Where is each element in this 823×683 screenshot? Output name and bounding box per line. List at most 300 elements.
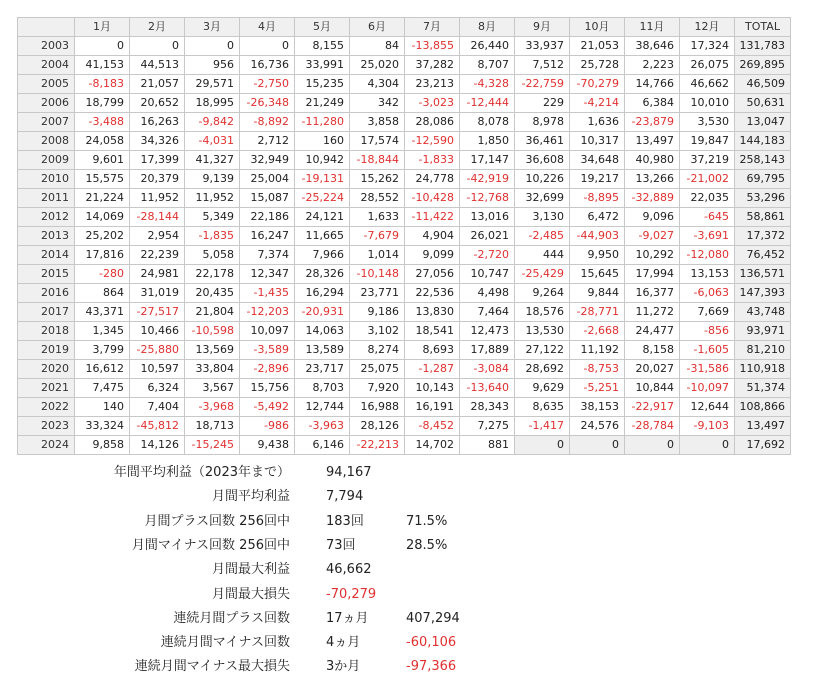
value-cell: 25,075 xyxy=(350,360,405,379)
summary-value: 3か月 xyxy=(326,659,361,675)
value-cell: 1,014 xyxy=(350,246,405,265)
summary-row xyxy=(0,608,823,630)
value-cell: 28,552 xyxy=(350,189,405,208)
value-cell: -3,589 xyxy=(240,341,295,360)
value-cell: 20,379 xyxy=(130,170,185,189)
value-cell: 19,217 xyxy=(570,170,625,189)
value-cell: -6,063 xyxy=(680,284,735,303)
year-cell: 2007 xyxy=(18,113,75,132)
value-cell: 28,343 xyxy=(460,398,515,417)
value-cell: -8,183 xyxy=(75,75,130,94)
value-cell: 13,497 xyxy=(625,132,680,151)
summary-row xyxy=(0,632,823,654)
value-cell: 16,612 xyxy=(75,360,130,379)
table-row xyxy=(18,303,791,322)
value-cell: -2,896 xyxy=(240,360,295,379)
total-cell: 46,509 xyxy=(735,75,791,94)
summary-value: 94,167 xyxy=(326,465,372,480)
value-cell: 25,202 xyxy=(75,227,130,246)
summary-row xyxy=(0,535,823,557)
value-cell: -10,598 xyxy=(185,322,240,341)
value-cell: -1,835 xyxy=(185,227,240,246)
value-cell: 8,158 xyxy=(625,341,680,360)
value-cell: 15,262 xyxy=(350,170,405,189)
value-cell: -1,833 xyxy=(405,151,460,170)
value-cell: 28,086 xyxy=(405,113,460,132)
value-cell: -10,148 xyxy=(350,265,405,284)
value-cell: 6,146 xyxy=(295,436,350,455)
value-cell: -9,842 xyxy=(185,113,240,132)
summary-label: 連続月間マイナス回数 xyxy=(160,635,290,651)
value-cell: 16,377 xyxy=(625,284,680,303)
year-cell: 2005 xyxy=(18,75,75,94)
value-cell: 7,374 xyxy=(240,246,295,265)
value-cell: 17,324 xyxy=(680,37,735,56)
value-cell: -10,428 xyxy=(405,189,460,208)
value-cell: 18,799 xyxy=(75,94,130,113)
value-cell: -26,348 xyxy=(240,94,295,113)
header-row xyxy=(18,18,791,37)
value-cell: 19,847 xyxy=(680,132,735,151)
year-cell: 2021 xyxy=(18,379,75,398)
value-cell: -31,586 xyxy=(680,360,735,379)
value-cell: 37,282 xyxy=(405,56,460,75)
value-cell: 10,597 xyxy=(130,360,185,379)
value-cell: 9,096 xyxy=(625,208,680,227)
value-cell: 10,317 xyxy=(570,132,625,151)
value-cell: 14,063 xyxy=(295,322,350,341)
value-cell: -22,213 xyxy=(350,436,405,455)
table-row xyxy=(18,246,791,265)
table-row xyxy=(18,75,791,94)
value-cell: 21,057 xyxy=(130,75,185,94)
value-cell: 11,952 xyxy=(185,189,240,208)
year-cell: 2009 xyxy=(18,151,75,170)
value-cell: -8,753 xyxy=(570,360,625,379)
value-cell: -32,889 xyxy=(625,189,680,208)
value-cell: -13,855 xyxy=(405,37,460,56)
summary-value: 4ヵ月 xyxy=(326,635,361,651)
summary-value: 46,662 xyxy=(326,562,372,578)
value-cell: 28,692 xyxy=(515,360,570,379)
value-cell: 9,438 xyxy=(240,436,295,455)
value-cell: 18,713 xyxy=(185,417,240,436)
value-cell: 25,728 xyxy=(570,56,625,75)
value-cell: 38,646 xyxy=(625,37,680,56)
value-cell: 7,966 xyxy=(295,246,350,265)
value-cell: 2,954 xyxy=(130,227,185,246)
table-row xyxy=(18,189,791,208)
value-cell: -2,668 xyxy=(570,322,625,341)
value-cell: 13,153 xyxy=(680,265,735,284)
total-cell: 53,296 xyxy=(735,189,791,208)
value-cell: 33,991 xyxy=(295,56,350,75)
value-cell: 12,473 xyxy=(460,322,515,341)
value-cell: 13,830 xyxy=(405,303,460,322)
value-cell: 18,995 xyxy=(185,94,240,113)
value-cell: -42,919 xyxy=(460,170,515,189)
value-cell: 17,399 xyxy=(130,151,185,170)
value-cell: -4,214 xyxy=(570,94,625,113)
value-cell: 15,575 xyxy=(75,170,130,189)
value-cell: -645 xyxy=(680,208,735,227)
value-cell: 20,435 xyxy=(185,284,240,303)
value-cell: 10,942 xyxy=(295,151,350,170)
value-cell: -8,895 xyxy=(570,189,625,208)
value-cell: 14,766 xyxy=(625,75,680,94)
value-cell: 23,771 xyxy=(350,284,405,303)
value-cell: 1,633 xyxy=(350,208,405,227)
value-cell: 5,349 xyxy=(185,208,240,227)
value-cell: 864 xyxy=(75,284,130,303)
value-cell: 140 xyxy=(75,398,130,417)
value-cell: 10,097 xyxy=(240,322,295,341)
summary-extra: 71.5% xyxy=(406,513,448,529)
value-cell: 17,816 xyxy=(75,246,130,265)
total-cell: 108,866 xyxy=(735,398,791,417)
summary-label: 年間平均利益（2023年まで） xyxy=(113,465,290,480)
value-cell: 18,541 xyxy=(405,322,460,341)
value-cell: -12,203 xyxy=(240,303,295,322)
value-cell: 8,703 xyxy=(295,379,350,398)
summary-value: 73回 xyxy=(326,537,356,553)
year-cell: 2020 xyxy=(18,360,75,379)
total-cell: 131,783 xyxy=(735,37,791,56)
month-header: 6月 xyxy=(350,18,405,37)
value-cell: 11,665 xyxy=(295,227,350,246)
summary-row xyxy=(0,462,823,484)
monthly-profit-table xyxy=(17,17,791,455)
total-cell: 81,210 xyxy=(735,341,791,360)
summary-label: 月間マイナス回数 256回中 xyxy=(131,537,290,553)
value-cell: -2,750 xyxy=(240,75,295,94)
value-cell: 13,569 xyxy=(185,341,240,360)
corner-cell xyxy=(18,18,75,37)
value-cell: 18,576 xyxy=(515,303,570,322)
value-cell: 15,645 xyxy=(570,265,625,284)
value-cell: -28,771 xyxy=(570,303,625,322)
value-cell: 0 xyxy=(185,37,240,56)
value-cell: 44,513 xyxy=(130,56,185,75)
value-cell: 16,736 xyxy=(240,56,295,75)
value-cell: 28,326 xyxy=(295,265,350,284)
year-cell: 2018 xyxy=(18,322,75,341)
table-row xyxy=(18,417,791,436)
value-cell: 10,292 xyxy=(625,246,680,265)
value-cell: 16,247 xyxy=(240,227,295,246)
year-cell: 2013 xyxy=(18,227,75,246)
value-cell: 7,464 xyxy=(460,303,515,322)
value-cell: 17,574 xyxy=(350,132,405,151)
table-row xyxy=(18,227,791,246)
value-cell: 7,404 xyxy=(130,398,185,417)
summary-extra: 407,294 xyxy=(406,610,460,626)
value-cell: 7,512 xyxy=(515,56,570,75)
value-cell: 9,264 xyxy=(515,284,570,303)
value-cell: 21,249 xyxy=(295,94,350,113)
value-cell: 25,020 xyxy=(350,56,405,75)
value-cell: 33,937 xyxy=(515,37,570,56)
value-cell: 2,223 xyxy=(625,56,680,75)
table-row xyxy=(18,151,791,170)
value-cell: 11,272 xyxy=(625,303,680,322)
table-row xyxy=(18,360,791,379)
value-cell: 16,263 xyxy=(130,113,185,132)
month-header: 4月 xyxy=(240,18,295,37)
table-row xyxy=(18,322,791,341)
value-cell: -8,452 xyxy=(405,417,460,436)
value-cell: 342 xyxy=(350,94,405,113)
total-cell: 147,393 xyxy=(735,284,791,303)
value-cell: 12,744 xyxy=(295,398,350,417)
value-cell: 3,567 xyxy=(185,379,240,398)
value-cell: 29,571 xyxy=(185,75,240,94)
value-cell: 26,075 xyxy=(680,56,735,75)
summary-extra: -97,366 xyxy=(406,659,457,675)
summary-row xyxy=(0,559,823,581)
value-cell: 20,652 xyxy=(130,94,185,113)
value-cell: -18,844 xyxy=(350,151,405,170)
value-cell: 5,058 xyxy=(185,246,240,265)
value-cell: -11,280 xyxy=(295,113,350,132)
value-cell: 21,053 xyxy=(570,37,625,56)
table-row xyxy=(18,341,791,360)
value-cell: 40,980 xyxy=(625,151,680,170)
value-cell: -25,224 xyxy=(295,189,350,208)
value-cell: -3,691 xyxy=(680,227,735,246)
summary-label: 連続月間マイナス最大損失 xyxy=(134,659,290,675)
summary-extra: -60,106 xyxy=(406,635,457,651)
total-cell: 17,372 xyxy=(735,227,791,246)
month-header: 9月 xyxy=(515,18,570,37)
value-cell: 9,950 xyxy=(570,246,625,265)
summary-row xyxy=(0,656,823,678)
value-cell: 31,019 xyxy=(130,284,185,303)
value-cell: 12,347 xyxy=(240,265,295,284)
value-cell: 16,294 xyxy=(295,284,350,303)
value-cell: 3,130 xyxy=(515,208,570,227)
value-cell: -9,103 xyxy=(680,417,735,436)
value-cell: -70,279 xyxy=(570,75,625,94)
value-cell: 17,147 xyxy=(460,151,515,170)
value-cell: -44,903 xyxy=(570,227,625,246)
year-cell: 2003 xyxy=(18,37,75,56)
table-row xyxy=(18,37,791,56)
value-cell: 2,712 xyxy=(240,132,295,151)
month-header: 8月 xyxy=(460,18,515,37)
total-cell: 13,047 xyxy=(735,113,791,132)
value-cell: 22,035 xyxy=(680,189,735,208)
total-cell: 136,571 xyxy=(735,265,791,284)
value-cell: -15,245 xyxy=(185,436,240,455)
summary-row xyxy=(0,486,823,508)
total-cell: 43,748 xyxy=(735,303,791,322)
table-row xyxy=(18,132,791,151)
table-row xyxy=(18,379,791,398)
value-cell: 9,099 xyxy=(405,246,460,265)
value-cell: -5,251 xyxy=(570,379,625,398)
value-cell: -12,080 xyxy=(680,246,735,265)
value-cell: 12,644 xyxy=(680,398,735,417)
value-cell: -986 xyxy=(240,417,295,436)
value-cell: 8,707 xyxy=(460,56,515,75)
month-header: 11月 xyxy=(625,18,680,37)
value-cell: 33,324 xyxy=(75,417,130,436)
value-cell: 6,472 xyxy=(570,208,625,227)
month-header: 3月 xyxy=(185,18,240,37)
year-cell: 2014 xyxy=(18,246,75,265)
value-cell: -5,492 xyxy=(240,398,295,417)
value-cell: -12,590 xyxy=(405,132,460,151)
year-cell: 2004 xyxy=(18,56,75,75)
value-cell: 8,274 xyxy=(350,341,405,360)
value-cell: 3,102 xyxy=(350,322,405,341)
value-cell: 9,186 xyxy=(350,303,405,322)
value-cell: 15,235 xyxy=(295,75,350,94)
value-cell: 3,799 xyxy=(75,341,130,360)
value-cell: 4,304 xyxy=(350,75,405,94)
table-row xyxy=(18,265,791,284)
total-cell: 17,692 xyxy=(735,436,791,455)
summary-label: 連続月間プラス回数 xyxy=(173,610,290,626)
value-cell: -4,328 xyxy=(460,75,515,94)
value-cell: 0 xyxy=(625,436,680,455)
value-cell: 881 xyxy=(460,436,515,455)
value-cell: -1,605 xyxy=(680,341,735,360)
value-cell: 38,153 xyxy=(570,398,625,417)
value-cell: 8,635 xyxy=(515,398,570,417)
value-cell: 15,087 xyxy=(240,189,295,208)
value-cell: -22,917 xyxy=(625,398,680,417)
value-cell: -280 xyxy=(75,265,130,284)
value-cell: 7,669 xyxy=(680,303,735,322)
value-cell: 24,477 xyxy=(625,322,680,341)
value-cell: 16,988 xyxy=(350,398,405,417)
value-cell: -12,768 xyxy=(460,189,515,208)
value-cell: 24,576 xyxy=(570,417,625,436)
value-cell: 28,126 xyxy=(350,417,405,436)
year-cell: 2011 xyxy=(18,189,75,208)
value-cell: 8,078 xyxy=(460,113,515,132)
value-cell: 7,275 xyxy=(460,417,515,436)
value-cell: 17,994 xyxy=(625,265,680,284)
year-cell: 2008 xyxy=(18,132,75,151)
value-cell: -3,084 xyxy=(460,360,515,379)
table-row xyxy=(18,56,791,75)
value-cell: 22,178 xyxy=(185,265,240,284)
total-cell: 51,374 xyxy=(735,379,791,398)
value-cell: 0 xyxy=(130,37,185,56)
table-row xyxy=(18,113,791,132)
value-cell: -2,720 xyxy=(460,246,515,265)
value-cell: 23,717 xyxy=(295,360,350,379)
value-cell: 33,804 xyxy=(185,360,240,379)
value-cell: 43,371 xyxy=(75,303,130,322)
summary-label: 月間プラス回数 256回中 xyxy=(144,513,290,529)
value-cell: 8,693 xyxy=(405,341,460,360)
value-cell: 13,266 xyxy=(625,170,680,189)
value-cell: 32,949 xyxy=(240,151,295,170)
total-cell: 13,497 xyxy=(735,417,791,436)
value-cell: -3,963 xyxy=(295,417,350,436)
year-cell: 2015 xyxy=(18,265,75,284)
value-cell: 36,461 xyxy=(515,132,570,151)
value-cell: 27,122 xyxy=(515,341,570,360)
value-cell: 16,191 xyxy=(405,398,460,417)
value-cell: -3,968 xyxy=(185,398,240,417)
value-cell: 1,345 xyxy=(75,322,130,341)
value-cell: -11,422 xyxy=(405,208,460,227)
value-cell: 25,004 xyxy=(240,170,295,189)
value-cell: 10,844 xyxy=(625,379,680,398)
value-cell: 14,126 xyxy=(130,436,185,455)
value-cell: 8,978 xyxy=(515,113,570,132)
month-header: 5月 xyxy=(295,18,350,37)
value-cell: 4,498 xyxy=(460,284,515,303)
value-cell: 11,192 xyxy=(570,341,625,360)
value-cell: 1,636 xyxy=(570,113,625,132)
value-cell: 32,699 xyxy=(515,189,570,208)
value-cell: 10,747 xyxy=(460,265,515,284)
value-cell: 229 xyxy=(515,94,570,113)
value-cell: 10,143 xyxy=(405,379,460,398)
value-cell: -22,759 xyxy=(515,75,570,94)
month-header: 12月 xyxy=(680,18,735,37)
value-cell: 20,027 xyxy=(625,360,680,379)
year-cell: 2024 xyxy=(18,436,75,455)
year-cell: 2017 xyxy=(18,303,75,322)
value-cell: 14,702 xyxy=(405,436,460,455)
value-cell: 3,530 xyxy=(680,113,735,132)
value-cell: -20,931 xyxy=(295,303,350,322)
year-cell: 2012 xyxy=(18,208,75,227)
value-cell: 22,536 xyxy=(405,284,460,303)
value-cell: 24,058 xyxy=(75,132,130,151)
table-row xyxy=(18,208,791,227)
summary-label: 月間平均利益 xyxy=(211,489,290,505)
total-cell: 50,631 xyxy=(735,94,791,113)
year-cell: 2023 xyxy=(18,417,75,436)
value-cell: 22,186 xyxy=(240,208,295,227)
value-cell: 9,601 xyxy=(75,151,130,170)
value-cell: 0 xyxy=(240,37,295,56)
total-header: TOTAL xyxy=(735,18,791,37)
value-cell: 9,858 xyxy=(75,436,130,455)
value-cell: -27,517 xyxy=(130,303,185,322)
value-cell: 13,530 xyxy=(515,322,570,341)
value-cell: 23,213 xyxy=(405,75,460,94)
value-cell: 26,021 xyxy=(460,227,515,246)
value-cell: -10,097 xyxy=(680,379,735,398)
year-cell: 2010 xyxy=(18,170,75,189)
value-cell: 15,756 xyxy=(240,379,295,398)
total-cell: 269,895 xyxy=(735,56,791,75)
total-cell: 110,918 xyxy=(735,360,791,379)
value-cell: 444 xyxy=(515,246,570,265)
value-cell: 0 xyxy=(75,37,130,56)
total-cell: 258,143 xyxy=(735,151,791,170)
value-cell: 24,121 xyxy=(295,208,350,227)
value-cell: 10,466 xyxy=(130,322,185,341)
value-cell: 27,056 xyxy=(405,265,460,284)
table-row xyxy=(18,94,791,113)
total-cell: 144,183 xyxy=(735,132,791,151)
summary-value: -70,279 xyxy=(326,586,377,602)
value-cell: -3,023 xyxy=(405,94,460,113)
table-row xyxy=(18,170,791,189)
value-cell: -28,784 xyxy=(625,417,680,436)
value-cell: -23,879 xyxy=(625,113,680,132)
